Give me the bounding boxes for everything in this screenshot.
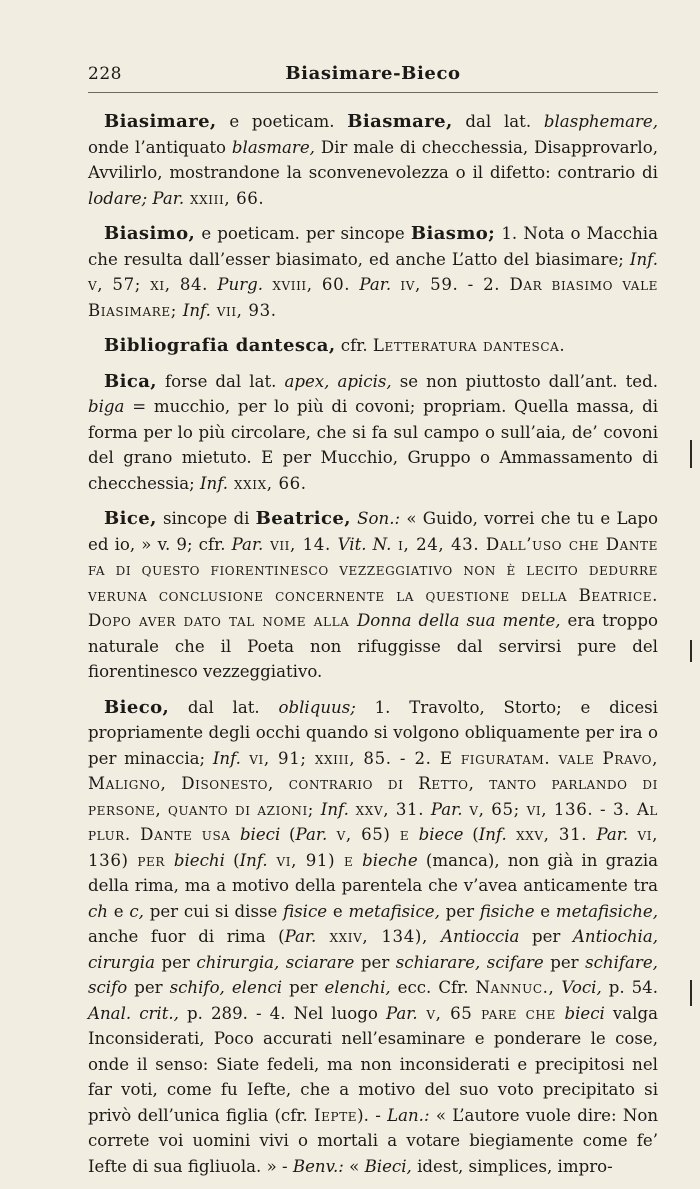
entry-text: forse dal lat. xyxy=(156,371,285,391)
italic-reference: Inf. xyxy=(629,249,658,269)
entry-text: valga Inconsiderati, Poco accurati nell’esaminare e ponderare le cose, onde il senso: Siate fedeli, ma non inconsiderati e precipitosi nel far voti, come fu Iefte, che a motivo del suo voto precipitato si privò dell’unica figlia (cfr. xyxy=(88,1003,658,1125)
italic-reference: Anal. crit., xyxy=(88,1003,179,1023)
entry-text: 1. Nota o Macchia che resulta dall’esser biasimato, ed anche L’atto del biasimare; xyxy=(88,224,658,269)
italic-reference: Inf. xyxy=(478,825,507,844)
italic-reference: blasphemare, xyxy=(543,112,658,131)
italic-reference: biga xyxy=(88,397,125,416)
entry-text: cfr. xyxy=(335,336,373,355)
entry-headword: Bieco, xyxy=(104,696,170,718)
italic-reference: Antioccia xyxy=(440,927,520,946)
italic-reference: metafisice, xyxy=(348,901,440,921)
citation-text: v, 65; vi, 136. - 3. Al plur. Dante usa xyxy=(88,799,658,844)
italic-reference: blasmare, xyxy=(231,137,315,157)
italic-reference: elenchi, xyxy=(324,978,391,997)
italic-reference: fisice xyxy=(283,901,328,921)
variant-headword: Beatrice, xyxy=(255,508,351,529)
page-edge-mark xyxy=(690,640,692,662)
citation-text: vi, 136) per xyxy=(88,825,659,870)
entry-headword: Biasimare, xyxy=(104,111,217,132)
entry-text: e xyxy=(327,901,349,921)
entry-text: era troppo naturale che il Poeta non rifuggisse dal servirsi pure del fiorentinesco vezzeggiativo. xyxy=(88,611,658,681)
entry-text: per xyxy=(127,978,170,997)
entry-headword: Bice, xyxy=(104,508,157,529)
entry-text: ( xyxy=(280,825,296,844)
dictionary-entries xyxy=(88,109,658,1179)
entry-text: per xyxy=(519,927,573,946)
entry-text: e poeticam. per sincope xyxy=(195,224,411,243)
italic-reference: Son.: xyxy=(357,509,401,528)
italic-reference: obliquus; xyxy=(278,697,356,717)
dictionary-entry xyxy=(88,221,658,323)
italic-reference: Lan.: xyxy=(387,1105,430,1125)
entry-headword: Biasimo, xyxy=(104,223,196,244)
italic-reference: metafisiche, xyxy=(555,901,658,921)
entry-text: e xyxy=(534,901,556,921)
italic-reference: Donna della sua mente, xyxy=(357,611,561,630)
entry-text: per xyxy=(354,952,396,972)
page-number: 228 xyxy=(88,64,122,84)
entry-headword: Bibliografia dantesca, xyxy=(104,335,336,356)
citation-text: xxv, 31. xyxy=(506,825,597,844)
variant-headword: Biasmo; xyxy=(410,223,496,244)
italic-reference: schifo, elenci xyxy=(169,978,283,997)
page-edge-mark xyxy=(690,440,692,468)
italic-reference: schiarare, scifare xyxy=(395,952,544,972)
italic-reference: Par. xyxy=(231,534,264,554)
italic-reference: Inf. xyxy=(212,748,241,768)
italic-reference: Par. xyxy=(295,825,328,844)
dictionary-entry xyxy=(88,369,658,497)
italic-reference: apex, apicis, xyxy=(284,371,392,391)
entry-text: Dir male di checchessia, Disapprovarlo, Avvilirlo, mostrandone la sconvenevolezza o il difetto: contrario di xyxy=(88,137,658,182)
italic-reference: Antiochia, cirurgia xyxy=(88,927,658,972)
entry-text: per xyxy=(154,952,197,972)
italic-reference: Inf. xyxy=(200,473,229,493)
italic-reference: Benv.: xyxy=(292,1156,344,1176)
entry-text: « Guido, vorrei che tu e Lapo ed io, » v. 9; cfr. xyxy=(88,509,658,554)
entry-text: per cui si disse xyxy=(143,901,284,921)
entry-text: onde l’antiquato xyxy=(88,137,232,157)
entry-text: p. 289. - 4. Nel luogo xyxy=(178,1003,386,1023)
italic-reference: fisiche xyxy=(479,901,535,921)
italic-reference: Par. xyxy=(359,275,392,294)
italic-reference: Voci, xyxy=(561,978,602,997)
italic-reference: bieche xyxy=(362,850,418,870)
citation-text: vii, 14. xyxy=(263,534,338,554)
italic-reference: biece xyxy=(418,825,464,844)
entry-text: per xyxy=(543,952,586,972)
citation-text: vi, 91) e xyxy=(267,850,363,870)
italic-reference: Inf. xyxy=(182,300,211,320)
page-edge-mark xyxy=(690,980,692,1006)
citation-text: v, 65 pare che xyxy=(417,1003,565,1023)
entry-text: = mucchio, per lo più di covoni; propriam. Quella massa, di forma per lo più circolare, che si fa sul campo o sull’aia, de’ covoni del grano mietuto. E per Mucchio, Gruppo o Ammassamento di checchessia; xyxy=(88,397,658,493)
variant-headword: Biasmare, xyxy=(347,111,453,132)
entry-text: per xyxy=(439,901,480,921)
italic-reference: Vit. N. xyxy=(337,534,392,554)
italic-reference: Inf. xyxy=(239,850,268,870)
citation-text: v, 57; xi, 84. xyxy=(88,275,218,294)
italic-reference: Purg. xyxy=(217,275,264,294)
italic-reference: Bieci, xyxy=(364,1156,412,1176)
italic-reference: Par. xyxy=(430,799,463,819)
citation-text: i, 24, 43. Dall’uso che Dante fa di questo fiorentinesco vezzeggiativo non è lecito dedurre veruna conclusione concernente la questione della Beatrice. Dopo aver dato tal nome alla xyxy=(88,534,659,630)
entry-text: anche fuor di rima ( xyxy=(88,927,285,946)
book-page xyxy=(88,58,658,1189)
citation-text: xxiii, 66. xyxy=(184,188,265,208)
citation-text: iv, 59. - 2. Dar biasimo vale Biasimare; xyxy=(88,275,658,320)
entry-text: « L’autore vuole dire: Non correte voi uomini vivi o mortali a votare biegiamente come fe’ Iefte di sua figliuola. » - xyxy=(88,1105,659,1176)
entry-text: p. 54. xyxy=(601,978,658,997)
citation-text: Iepte xyxy=(314,1105,358,1125)
entry-text: dal lat. xyxy=(452,112,544,131)
citation-text: Letteratura dantesca. xyxy=(372,336,566,355)
citation-text: vi, 91; xxiii, 85. - 2. E figuratam. vale Pravo, Maligno, Disonesto, contrario di Retto, tanto parlando di persone, quanto di azioni; xyxy=(88,748,658,819)
citation-text: xxv, 31. xyxy=(348,799,431,819)
entry-text: (manca), non già in grazia della rima, ma a motivo della parentela che v’avea anticamente tra xyxy=(88,850,659,895)
italic-reference: Par. xyxy=(385,1003,418,1023)
entry-text: sincope di xyxy=(156,509,256,528)
citation-text: v, 65) e xyxy=(327,825,419,844)
citation-text: xxix, 66. xyxy=(228,473,307,493)
entry-text: 1. Travolto, Storto; e dicesi propriamente degli occhi quando si volgono obliquamente per ira o per minaccia; xyxy=(88,697,658,768)
entry-text: ( xyxy=(463,825,479,844)
italic-reference: Inf. xyxy=(320,799,349,819)
citation-text: xviii, 60. xyxy=(263,275,360,294)
dictionary-entry xyxy=(88,695,658,1180)
entry-text: ). - xyxy=(357,1105,388,1125)
entry-text: dal lat. xyxy=(169,697,279,717)
entry-text: idest, simplices, impro- xyxy=(411,1156,613,1176)
italic-reference: ch xyxy=(88,901,108,921)
citation-text: Nannuc., xyxy=(475,978,555,997)
italic-reference: Par. xyxy=(596,825,629,844)
dictionary-entry xyxy=(88,109,658,211)
entry-text: ( xyxy=(224,850,240,870)
entry-text: se non piuttosto dall’ant. ted. xyxy=(391,371,658,391)
entry-text: per xyxy=(282,978,325,997)
italic-reference: biechi xyxy=(173,850,225,870)
italic-reference: bieci xyxy=(239,825,281,844)
entry-text: e poeticam. xyxy=(216,112,348,131)
citation-text: xxiv, 134), xyxy=(316,927,441,946)
entry-text: ecc. Cfr. xyxy=(390,978,476,997)
citation-text: vii, 93. xyxy=(210,300,277,320)
dictionary-entry xyxy=(88,333,658,359)
dictionary-entry xyxy=(88,506,658,685)
entry-text: e xyxy=(107,901,130,921)
italic-reference: c, xyxy=(129,901,144,921)
italic-reference: chirurgia, sciarare xyxy=(196,952,355,972)
italic-reference: bieci xyxy=(564,1003,605,1023)
italic-reference: lodare; Par. xyxy=(88,188,185,208)
italic-reference: schifare, scifo xyxy=(88,952,658,997)
italic-reference: Par. xyxy=(284,927,317,946)
entry-headword: Bica, xyxy=(104,370,157,392)
entry-text: « xyxy=(343,1156,365,1176)
page-header xyxy=(88,58,658,93)
running-title: Biasimare-Bieco xyxy=(285,63,461,84)
